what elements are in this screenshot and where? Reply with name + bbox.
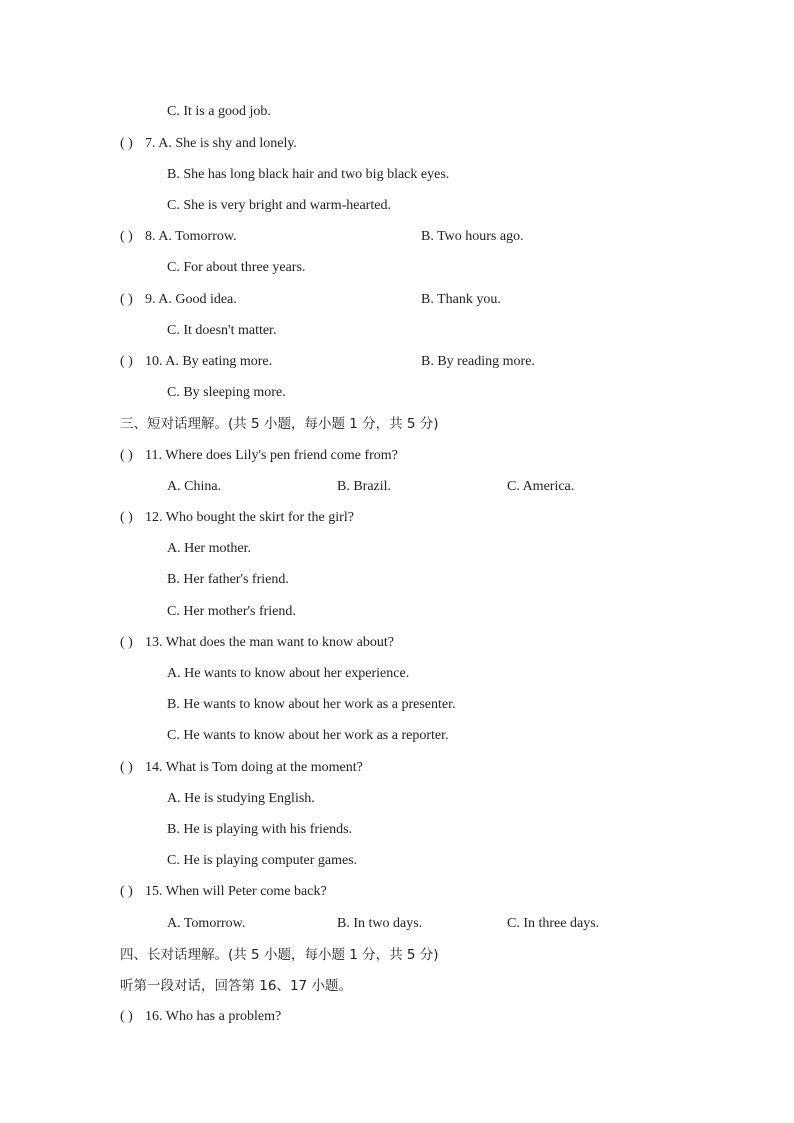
answer-bracket-12[interactable]: ( ) — [120, 510, 133, 525]
question-10-stem: 10. A. By eating more. — [145, 354, 273, 369]
option-12b: B. Her father's friend. — [167, 572, 289, 587]
option-12c: C. Her mother's friend. — [167, 604, 296, 619]
answer-bracket-11[interactable]: ( ) — [120, 448, 133, 463]
answer-bracket-16[interactable]: ( ) — [120, 1009, 133, 1024]
option-15c: C. In three days. — [507, 916, 600, 931]
option-13a: A. He wants to know about her experience. — [167, 666, 410, 681]
option-8b: B. Two hours ago. — [421, 229, 524, 244]
question-14-stem: 14. What is Tom doing at the moment? — [145, 760, 363, 775]
option-14b: B. He is playing with his friends. — [167, 822, 353, 837]
option-14a: A. He is studying English. — [167, 791, 315, 806]
question-11-stem: 11. Where does Lily's pen friend come from? — [145, 448, 398, 463]
section-4-heading: 四、长对话理解。(共 5 小题，每小题 1 分，共 5 分) — [120, 947, 439, 963]
option-15a: A. Tomorrow. — [167, 916, 246, 931]
option-14c: C. He is playing computer games. — [167, 853, 358, 868]
option-6c: C. It is a good job. — [167, 104, 271, 119]
option-10b: B. By reading more. — [421, 354, 535, 369]
option-11c: C. America. — [507, 479, 575, 494]
answer-bracket-15[interactable]: ( ) — [120, 884, 133, 899]
question-13-stem: 13. What does the man want to know about? — [145, 635, 394, 650]
answer-bracket-7[interactable]: ( ) — [120, 136, 133, 151]
answer-bracket-14[interactable]: ( ) — [120, 760, 133, 775]
question-9-stem: 9. A. Good idea. — [145, 292, 237, 307]
option-7c: C. She is very bright and warm-hearted. — [167, 198, 391, 213]
question-8-stem: 8. A. Tomorrow. — [145, 229, 237, 244]
option-12a: A. Her mother. — [167, 541, 251, 556]
answer-bracket-13[interactable]: ( ) — [120, 635, 133, 650]
option-8c: C. For about three years. — [167, 260, 306, 275]
option-7b: B. She has long black hair and two big black eyes. — [167, 167, 450, 182]
question-7-stem: 7. A. She is shy and lonely. — [145, 136, 297, 151]
option-11a: A. China. — [167, 479, 222, 494]
question-12-stem: 12. Who bought the skirt for the girl? — [145, 510, 354, 525]
answer-bracket-10[interactable]: ( ) — [120, 354, 133, 369]
answer-bracket-9[interactable]: ( ) — [120, 292, 133, 307]
answer-bracket-8[interactable]: ( ) — [120, 229, 133, 244]
section-4-subheading: 听第一段对话，回答第 16、17 小题。 — [120, 978, 352, 994]
option-9c: C. It doesn't matter. — [167, 323, 277, 338]
option-13b: B. He wants to know about her work as a presenter. — [167, 697, 456, 712]
section-3-heading: 三、短对话理解。(共 5 小题，每小题 1 分，共 5 分) — [120, 416, 439, 432]
question-16-stem: 16. Who has a problem? — [145, 1009, 282, 1024]
option-15b: B. In two days. — [337, 916, 423, 931]
option-9b: B. Thank you. — [421, 292, 501, 307]
option-13c: C. He wants to know about her work as a reporter. — [167, 728, 449, 743]
question-15-stem: 15. When will Peter come back? — [145, 884, 327, 899]
option-11b: B. Brazil. — [337, 479, 392, 494]
option-10c: C. By sleeping more. — [167, 385, 286, 400]
